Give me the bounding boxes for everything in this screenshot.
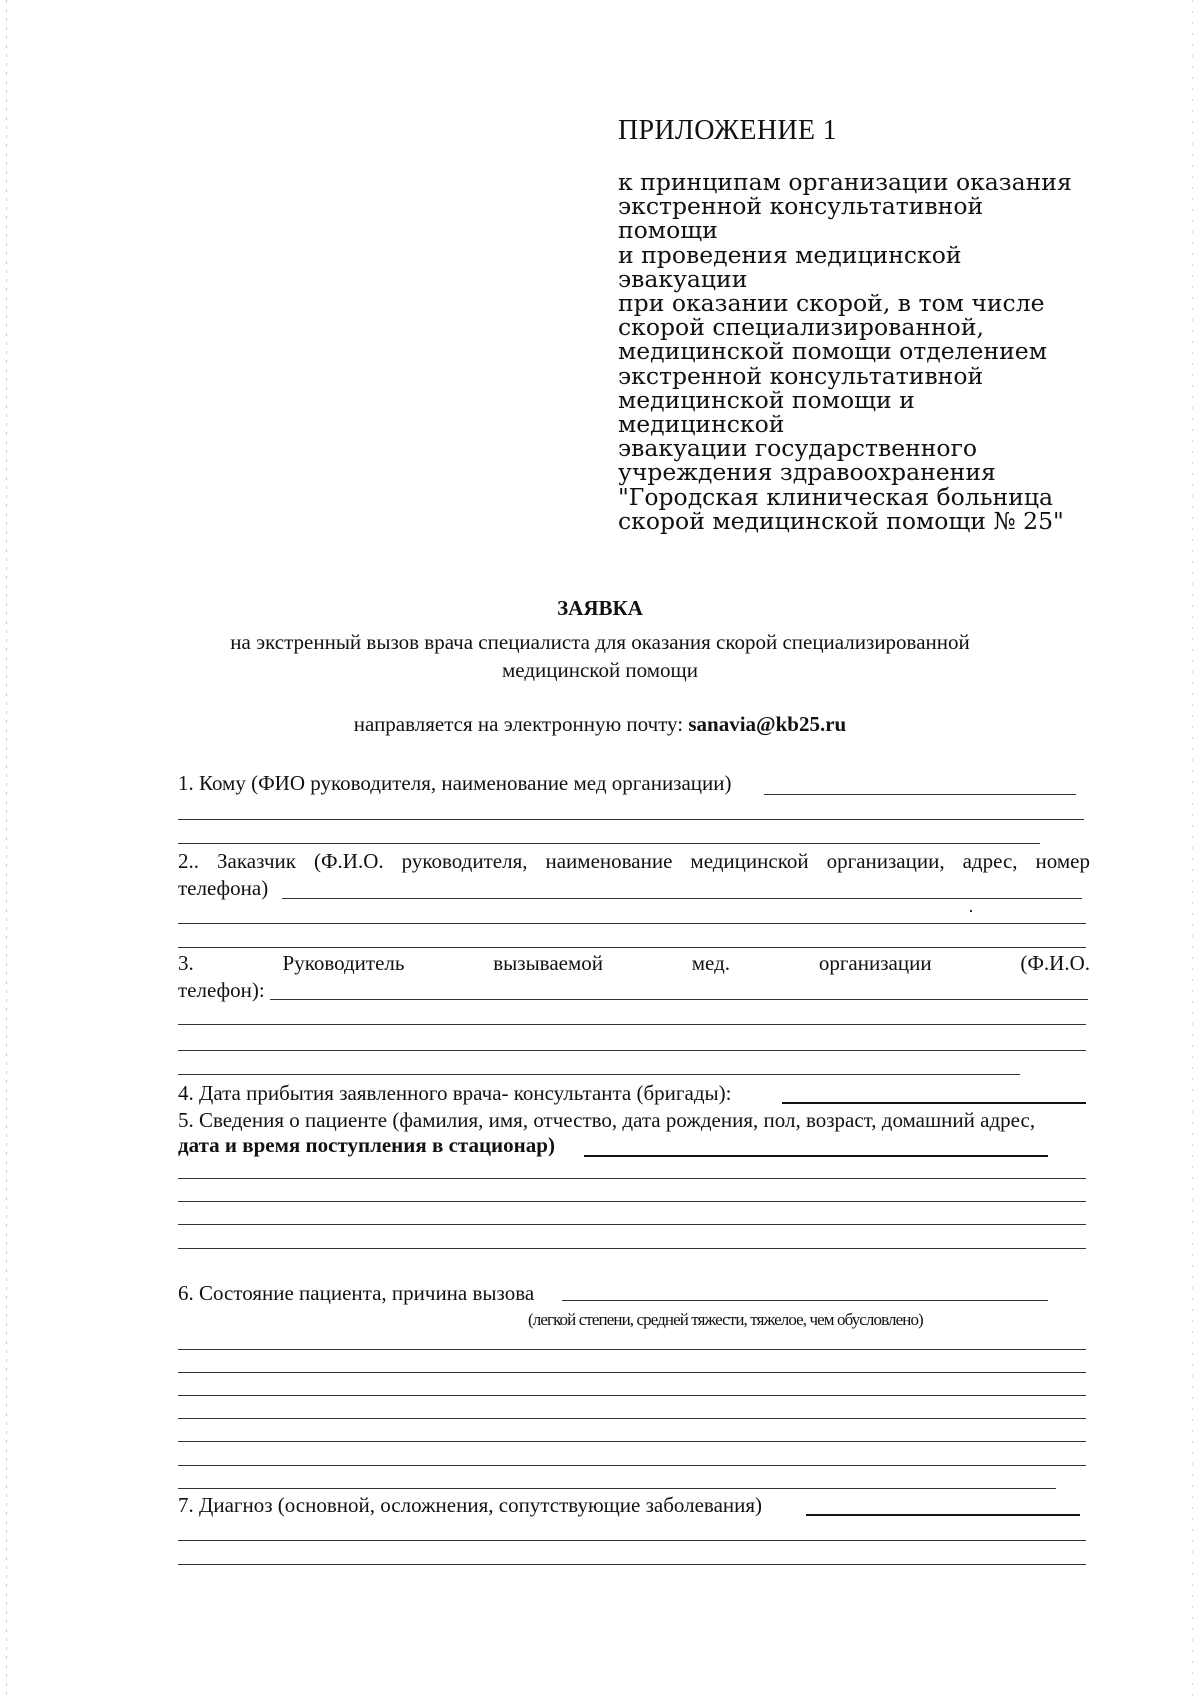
annex-text-line: медицинской помощи и медицинской: [618, 385, 915, 439]
item-3-blank-line[interactable]: [178, 1050, 1086, 1051]
item-5-blank-line[interactable]: [178, 1178, 1086, 1179]
item-3-word: Руководитель: [282, 951, 405, 975]
item-6-blank-line[interactable]: [178, 1441, 1086, 1442]
annex-text-line: скорой медицинской помощи № 25": [618, 506, 1064, 535]
scan-speck: [970, 910, 972, 912]
item-2-field-line[interactable]: [282, 898, 1082, 899]
annex-text: [618, 170, 1088, 533]
item-6-hint: (легкой степени, средней тяжести, тяжелое, чем обусловлено): [528, 1310, 923, 1329]
item-3-blank-line[interactable]: [178, 1074, 1020, 1075]
item-3-blank-line[interactable]: [178, 1024, 1086, 1025]
email-prefix: направляется на электронную почту:: [353, 712, 689, 736]
item-6-blank-line[interactable]: [178, 1418, 1086, 1419]
form-title: ЗАЯВКА: [557, 596, 643, 620]
annex-text-line: к принципам организации оказания: [618, 168, 1072, 196]
annex-text-line: учреждения здравоохранения: [618, 458, 996, 487]
item-5-blank-line[interactable]: [178, 1201, 1086, 1202]
item-3-word: (Ф.И.О.: [1020, 951, 1090, 975]
item-3-word: организации: [818, 951, 932, 975]
annex-text-line: при оказании скорой, в том числе: [618, 289, 1045, 318]
form-subtitle-line-2: медицинской помощи: [502, 658, 698, 682]
item-6-blank-line[interactable]: [178, 1395, 1086, 1396]
item-4-field-line[interactable]: [782, 1102, 1086, 1104]
annex-text-line: экстренной консультативной: [618, 361, 984, 390]
item-7-blank-line[interactable]: [178, 1540, 1086, 1541]
item-5-blank-line[interactable]: [178, 1224, 1086, 1225]
item-5-label-line-2: дата и время поступления в стационар): [178, 1133, 555, 1157]
item-3-label-line-2: телефон):: [178, 978, 265, 1002]
annex-text-line: экстренной консультативной помощи: [618, 192, 984, 245]
item-6-blank-line[interactable]: [178, 1372, 1086, 1373]
item-3-word: 3.: [178, 951, 194, 975]
item-2-blank-line[interactable]: [178, 947, 1086, 948]
item-2-blank-line[interactable]: [178, 923, 1086, 924]
item-1-field-line[interactable]: [764, 794, 1076, 795]
item-6-field-line[interactable]: [562, 1300, 1048, 1301]
item-3-word: мед.: [691, 951, 731, 975]
item-1-label: 1. Кому (ФИО руководителя, наименование мед организации): [178, 771, 732, 795]
item-3-label-line-1: [178, 950, 1090, 976]
item-5-field-line[interactable]: [584, 1155, 1048, 1157]
item-5-label-line-1: 5. Сведения о пациенте (фамилия, имя, отчество, дата рождения, пол, возраст, домашний адрес,: [178, 1108, 1036, 1132]
email-address: sanavia@kb25.ru: [688, 712, 847, 736]
form-subtitle-line-1: на экстренный вызов врача специалиста для оказания скорой специализированной: [230, 630, 970, 654]
item-7-field-line[interactable]: [806, 1514, 1080, 1516]
item-4-label: 4. Дата прибытия заявленного врача- консультанта (бригады):: [178, 1081, 732, 1105]
scan-edge-left: [6, 0, 7, 1696]
item-3-word: вызываемой: [493, 951, 603, 975]
item-1-blank-line[interactable]: [178, 819, 1084, 820]
annex-text-line: и проведения медицинской эвакуации: [618, 240, 962, 293]
item-2-label-line-1: 2.. Заказчик (Ф.И.О. руководителя, наименование медицинской организации, адрес, номер: [178, 849, 1090, 873]
form-subtitle: [0, 628, 1200, 684]
item-1-blank-line[interactable]: [178, 843, 1040, 844]
annex-text-line: медицинской помощи отделением: [618, 337, 1047, 366]
item-6-blank-line[interactable]: [178, 1465, 1086, 1466]
item-7-blank-line[interactable]: [178, 1564, 1086, 1565]
annex-text-line: эвакуации государственного: [618, 434, 978, 463]
item-2-label-line-2: телефона): [178, 876, 269, 900]
annex-block: [618, 114, 1088, 533]
item-6-blank-line[interactable]: [178, 1349, 1086, 1350]
annex-text-line: "Городская клиническая больница: [618, 482, 1054, 511]
item-6-blank-line[interactable]: [178, 1488, 1056, 1489]
annex-text-line: скорой специализированной,: [618, 313, 984, 342]
item-5-blank-line[interactable]: [178, 1248, 1086, 1249]
item-3-field-line[interactable]: [270, 999, 1088, 1000]
item-7-label: 7. Диагноз (основной, осложнения, сопутствующие заболевания): [178, 1493, 763, 1517]
email-line: [0, 712, 1200, 737]
annex-title: ПРИЛОЖЕНИЕ 1: [618, 115, 837, 146]
item-6-label: 6. Состояние пациента, причина вызова: [178, 1281, 535, 1305]
scan-edge-right: [1192, 0, 1193, 1696]
